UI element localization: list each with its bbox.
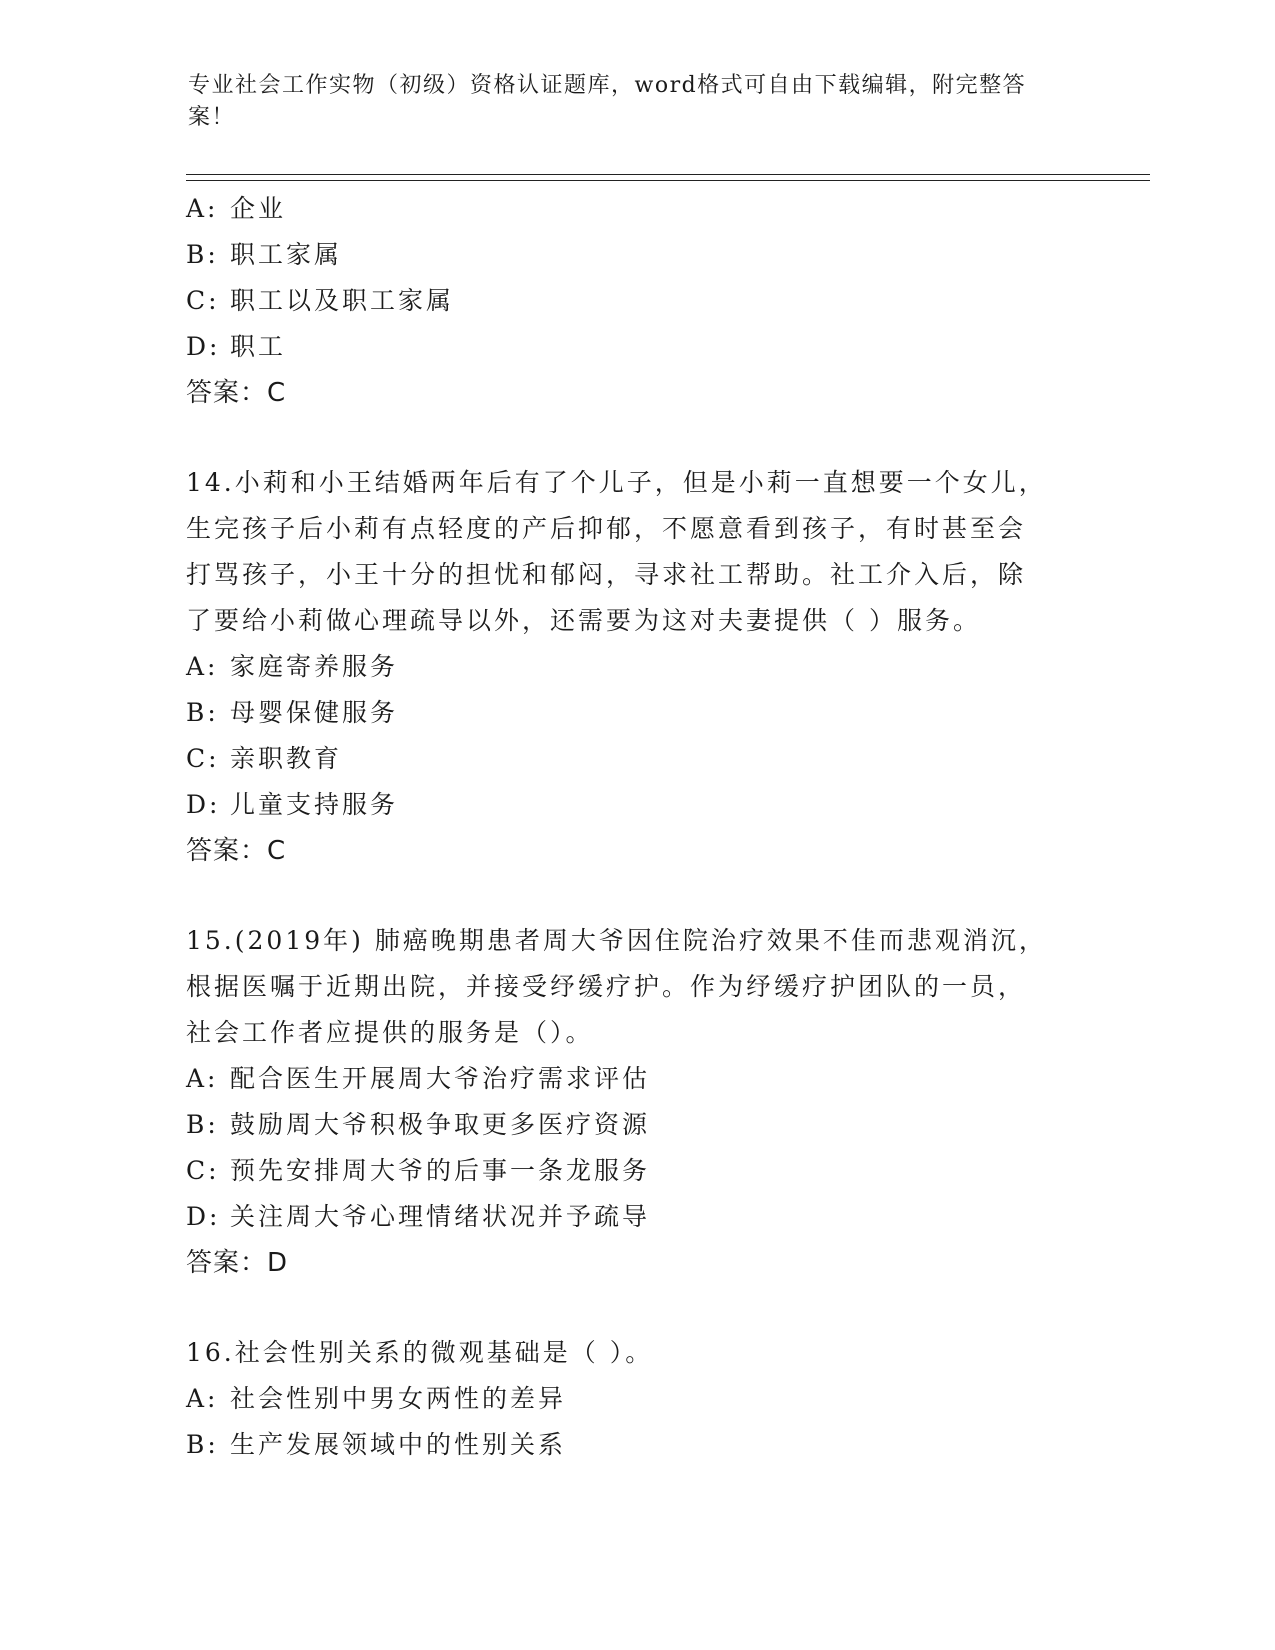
question-text-line: 了要给小莉做心理疏导以外，还需要为这对夫妻提供（ ）服务。 xyxy=(186,606,981,635)
option-c: C: 职工以及职工家属 xyxy=(186,286,455,315)
question-15 xyxy=(186,918,1086,1286)
answer-line: 答案：C xyxy=(186,836,287,866)
question-text-line: 社会工作者应提供的服务是（）。 xyxy=(186,1018,594,1047)
option-d: D: 儿童支持服务 xyxy=(186,790,399,819)
question-text-line: 15.(2019年) 肺癌晚期患者周大爷因住院治疗效果不佳而悲观消沉， xyxy=(186,926,1047,955)
option-b: B: 生产发展领域中的性别关系 xyxy=(186,1430,567,1459)
option-a: A: 社会性别中男女两性的差异 xyxy=(186,1384,567,1413)
question-16 xyxy=(186,1330,1086,1468)
question-text-line: 14.小莉和小王结婚两年后有了个儿子，但是小莉一直想要一个女儿， xyxy=(186,468,1047,497)
page-header: 专业社会工作实物（初级）资格认证题库，word格式可自由下载编辑，附完整答案！ xyxy=(188,73,1027,130)
question-14 xyxy=(186,460,1086,874)
question-text-line: 生完孩子后小莉有点轻度的产后抑郁，不愿意看到孩子，有时甚至会 xyxy=(186,514,1027,543)
option-b: B: 母婴保健服务 xyxy=(186,698,399,727)
option-d: D: 职工 xyxy=(186,332,287,361)
question-text-line: 根据医嘱于近期出院，并接受纾缓疗护。作为纾缓疗护团队的一员， xyxy=(186,972,1027,1001)
option-c: C: 亲职教育 xyxy=(186,744,343,773)
question-text-line: 打骂孩子，小王十分的担忧和郁闷，寻求社工帮助。社工介入后，除 xyxy=(186,560,1027,589)
question-13-options xyxy=(186,186,1086,416)
answer-line: 答案：C xyxy=(186,378,287,408)
option-b: B: 鼓励周大爷积极争取更多医疗资源 xyxy=(186,1110,651,1139)
header-divider-secondary xyxy=(186,180,1150,181)
option-a: A: 企业 xyxy=(186,194,287,223)
document-body xyxy=(186,186,1086,1468)
header-divider xyxy=(186,174,1150,175)
option-a: A: 家庭寄养服务 xyxy=(186,652,399,681)
option-c: C: 预先安排周大爷的后事一条龙服务 xyxy=(186,1156,651,1185)
answer-line: 答案：D xyxy=(186,1248,289,1278)
option-d: D: 关注周大爷心理情绪状况并予疏导 xyxy=(186,1202,651,1231)
question-text-line: 16.社会性别关系的微观基础是（ ）。 xyxy=(186,1338,654,1367)
option-a: A: 配合医生开展周大爷治疗需求评估 xyxy=(186,1064,651,1093)
option-b: B: 职工家属 xyxy=(186,240,343,269)
